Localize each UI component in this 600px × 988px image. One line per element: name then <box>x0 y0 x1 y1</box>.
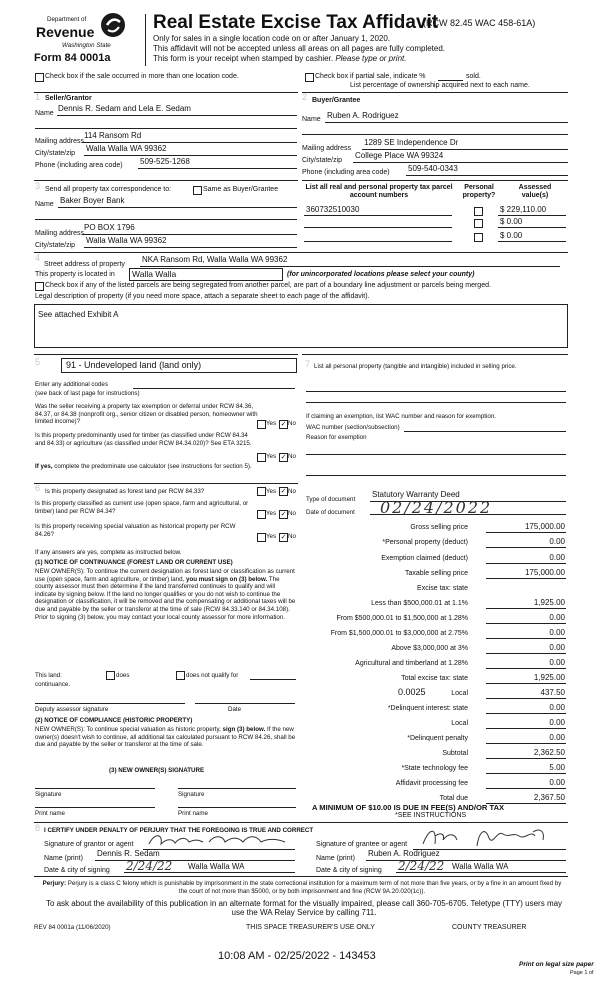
notice2-c: If the new owner(s) doesn't wish to continue, all additional tax calculated pursuant to RCW 84.26, shall be due and payable by the seller or transferor at the time of sale. <box>35 726 296 749</box>
tax-label: Local <box>451 690 468 697</box>
tax-label: Affidavit processing fee <box>395 780 468 787</box>
s6q2-no-checkbox[interactable]: ✓ <box>280 511 287 518</box>
legal-description-field[interactable] <box>34 304 568 348</box>
grantee-date-line <box>396 872 566 873</box>
parcel-personal-checkbox[interactable] <box>474 207 483 216</box>
grantor-date-line <box>124 872 295 873</box>
tax-label: Above $3,000,000 at 3% <box>391 645 468 652</box>
dor-logo-icon <box>100 12 126 38</box>
parcels-rule <box>302 180 568 181</box>
grantor-sig-line <box>143 849 295 850</box>
tax-label: Gross selling price <box>410 524 468 531</box>
page-number: Page 1 of <box>570 970 594 976</box>
tax-value[interactable]: 0.00 <box>549 628 565 637</box>
section1-rule <box>34 92 298 93</box>
grantee-date-label: Date & city of signing <box>316 867 382 874</box>
recording-stamp: 10:08 AM - 02/25/2022 - 143453 <box>218 950 376 962</box>
buyer-mailing-label: Mailing address <box>302 145 352 152</box>
section6-rule <box>34 483 298 484</box>
codes-label: Enter any additional codes <box>35 381 108 388</box>
grantee-city[interactable]: Walla Walla WA <box>452 862 509 871</box>
tax-value[interactable]: 1,925.00 <box>533 673 565 682</box>
codes-sub: (see back of last page for instructions) <box>35 390 140 397</box>
tax-value[interactable]: 0.00 <box>549 778 565 787</box>
buyer-city-line <box>353 162 568 163</box>
minimum-notice: A MINIMUM OF $10.00 IS DUE IN FEE(S) AND/OR TAX <box>312 803 505 812</box>
land-use-select[interactable] <box>61 358 297 373</box>
s6q1-yes-label: Yes <box>266 488 277 495</box>
county-note: (for unincorporated locations please select your county) <box>287 271 475 278</box>
local-rate[interactable]: 0.0025 <box>398 687 426 697</box>
notice2-title: (2) NOTICE OF COMPLIANCE (HISTORIC PROPERTY) <box>35 717 193 724</box>
tax-value[interactable]: 437.50 <box>540 688 565 697</box>
tax-line <box>486 758 566 759</box>
parcels-header-personal: Personal property? <box>462 184 496 199</box>
exemption-label: If claiming an exemption, list WAC number and reason for exemption. <box>306 413 496 420</box>
buyer-mailing[interactable]: 1289 SE Independence Dr <box>364 138 459 147</box>
seller-city-label: City/state/zip <box>35 150 76 157</box>
parcel-account-line <box>304 227 452 228</box>
notice1-title: (1) NOTICE OF CONTINUANCE (FOREST LAND OR CURRENT USE) <box>35 559 233 566</box>
doc-date-line <box>370 514 566 515</box>
notice2-a: NEW OWNER(S): To continue special valuation as historic property, <box>35 726 221 733</box>
tax-value[interactable]: 2,367.50 <box>533 793 565 802</box>
tax-label: *Delinquent interest: state <box>387 705 468 712</box>
owner1-print-label: Print name <box>35 810 65 817</box>
doc-type[interactable]: Statutory Warranty Deed <box>372 490 460 499</box>
codes-field[interactable] <box>133 388 295 389</box>
land-use-value: 91 - Undeveloped land (land only) <box>66 360 202 370</box>
continuance-label: continuance. <box>35 681 71 688</box>
s6q1-yes-checkbox[interactable] <box>257 487 266 496</box>
this-land-label: This land: <box>35 672 62 679</box>
perjury-text: Perjury is a class C felony which is punishable by imprisonment in the state correctional institution for a maximum term of not more than five years, or by a fine in an amount fixed by the court of not more than $5000, or by both imprisonment and fine (RCW 9A.20.020(1c)). <box>67 880 562 895</box>
buyer-name-label: Name <box>302 116 321 123</box>
q1-yes-label: Yes <box>266 420 277 427</box>
q2-no-checkbox[interactable]: ✓ <box>280 454 287 461</box>
parcel-account-line <box>304 241 452 242</box>
deputy-date-label: Date <box>228 706 242 713</box>
correspondence-label: Send all property tax correspondence to: <box>45 186 172 193</box>
section3-rule <box>34 180 298 181</box>
reason-field[interactable] <box>306 454 566 455</box>
section6-q3: Is this property receiving special valuation as historical property per RCW 84.26? <box>35 523 236 538</box>
doc-date-label: Date of document <box>306 509 355 516</box>
grantee-sig-label: Signature of grantee or agent <box>316 841 408 848</box>
tax-line <box>486 608 566 609</box>
tax-value[interactable]: 1,925.00 <box>533 598 565 607</box>
q1-yes-checkbox[interactable] <box>257 420 266 429</box>
section4-rule <box>34 252 568 253</box>
street-address[interactable]: NKA Ransom Rd, Walla Walla WA 99362 <box>142 255 288 264</box>
header-line3: This form is your receipt when stamped by cashier. <box>153 54 334 63</box>
section7-number: 7 <box>305 359 311 369</box>
grantor-name-label: Name (print) <box>44 855 83 862</box>
deputy-date-field[interactable] <box>195 703 295 704</box>
tax-line <box>486 788 566 789</box>
does-label: does <box>116 672 130 679</box>
seller-city-line <box>84 155 297 156</box>
same-as-buyer-checkbox[interactable] <box>193 186 202 195</box>
answers-note: If any answers are yes, complete as instructed below. <box>35 549 182 556</box>
tax-value[interactable]: 5.00 <box>549 763 565 772</box>
q2-yes-checkbox[interactable] <box>257 453 266 462</box>
does-not-line <box>250 679 296 680</box>
wac-field[interactable] <box>404 431 566 432</box>
buyer-city-label: City/state/zip <box>302 157 343 164</box>
buyer-heading: Buyer/Grantee <box>312 97 361 104</box>
grantor-signature[interactable] <box>145 830 295 850</box>
tax-value[interactable]: 0.00 <box>549 733 565 742</box>
tax-value[interactable]: 0.00 <box>549 553 565 562</box>
multi-location-checkbox[interactable] <box>35 73 44 82</box>
tax-label: *Delinquent penalty <box>407 735 468 742</box>
correspondence-name[interactable]: Baker Boyer Bank <box>60 196 125 205</box>
tax-label: From $500,000.01 to $1,500,000 at 1.28% <box>336 615 468 622</box>
notice1-a: NEW OWNER(S): To continue the current designation as forest land or classification as current use (open space, farm and agriculture, or timber) land, <box>35 568 295 583</box>
section3-number: 3 <box>35 181 41 191</box>
seller-name-line <box>57 115 297 116</box>
section5-q1: Was the seller receiving a property tax exemption or deferral under RCW 84.36, 84.37, or 84.38 (nonprofit org., senior citizen or disabled person, homeowner with limited income)? <box>35 403 258 426</box>
notice1-text <box>35 568 297 621</box>
perjury-bold: Perjury: <box>42 880 67 887</box>
seller-mailing-line <box>82 142 297 143</box>
correspondence-name-line2 <box>35 219 297 220</box>
owner1-signature-label: Signature <box>35 791 62 798</box>
owner2-print-label: Print name <box>178 810 208 817</box>
buyer-phone-line <box>406 175 568 176</box>
tax-label: *Personal property (deduct) <box>382 539 468 546</box>
correspondence-name-line <box>58 207 297 208</box>
s6q3-yes-label: Yes <box>266 533 277 540</box>
s6q2-yes-checkbox[interactable] <box>257 510 266 519</box>
buyer-mailing-line <box>362 149 568 150</box>
seller-name-line2 <box>35 128 297 129</box>
tax-value[interactable]: 175,000.00 <box>524 522 565 531</box>
tax-value[interactable]: 0.00 <box>549 718 565 727</box>
correspondence-mailing[interactable]: PO BOX 1796 <box>84 223 135 232</box>
wac-label: WAC number (section/subsection) <box>306 424 400 431</box>
seller-phone-label: Phone (including area code) <box>35 162 123 169</box>
tax-label: Less than $500,000.01 at 1.1% <box>371 600 468 607</box>
seller-city[interactable]: Walla Walla WA 99362 <box>86 144 167 153</box>
q1-no-label: No <box>288 420 296 427</box>
grantee-name-label: Name (print) <box>316 855 355 862</box>
tax-label: Agricultural and timberland at 1.28% <box>355 660 468 667</box>
same-as-buyer-label: Same as Buyer/Grantee <box>203 186 279 193</box>
tax-value[interactable]: 0.00 <box>549 703 565 712</box>
grantor-name-line <box>95 860 295 861</box>
doc-date[interactable]: 02/24/2022 <box>380 498 493 517</box>
parcel-value[interactable]: $ 0.00 <box>500 217 523 226</box>
tax-label: Total due <box>439 795 468 802</box>
seller-mailing[interactable]: 114 Ransom Rd <box>84 131 142 140</box>
doc-type-label: Type of document <box>306 496 356 503</box>
notice2-b: sign (3) below. <box>222 726 266 733</box>
dept-line3: Washington State <box>62 42 111 49</box>
parcel-value-line <box>498 227 566 228</box>
rev-number: REV 84 0001a (11/06/2020) <box>34 924 111 931</box>
county-treasurer: COUNTY TREASURER <box>452 924 527 931</box>
seller-heading: Seller/Grantor <box>45 95 92 102</box>
page-title: Real Estate Excise Tax Affidavit <box>153 12 439 33</box>
tax-value[interactable]: 0.00 <box>549 537 565 546</box>
certify-text: I CERTIFY UNDER PENALTY OF PERJURY THAT THE FOREGOING IS TRUE AND CORRECT <box>44 827 314 834</box>
s6q1-no-checkbox[interactable]: ✓ <box>280 488 287 495</box>
tax-line <box>486 698 566 699</box>
parcels-header-value: Assessed value(s) <box>518 184 552 199</box>
parcels-header-account: List all real and personal property tax parcel account numbers <box>305 184 453 199</box>
reason-label: Reason for exemption <box>306 434 367 441</box>
county-value: Walla Walla <box>132 269 177 279</box>
buyer-name-line <box>325 122 568 123</box>
section5-q2: Is this property predominantly used for timber (as classified under RCW 84.34 and 84.33) or agriculture (as classified under RCW 84.34.020)? See ETA 3215. <box>35 432 252 447</box>
parcel-account-line <box>304 215 452 216</box>
parcel-value-line <box>498 215 566 216</box>
street-label: Street address of property <box>44 261 125 268</box>
tax-value[interactable]: 175,000.00 <box>524 568 565 577</box>
s6q1-no-label: No <box>288 488 296 495</box>
reason-line2 <box>306 475 566 476</box>
section5-rule <box>34 354 298 355</box>
partial-sub-label: List percentage of ownership acquired next to each name. <box>350 82 530 89</box>
multi-location-label: Check box if the sale occurred in more than one location code. <box>45 73 239 80</box>
legal-label: Legal description of property (if you need more space, attach a separate sheet to each page of the affidavit). <box>35 293 370 300</box>
s6q3-yes-checkbox[interactable] <box>257 533 266 542</box>
grantee-signature[interactable] <box>415 822 565 850</box>
partial-sold-label: sold. <box>466 73 481 80</box>
partial-sale-checkbox[interactable] <box>305 73 314 82</box>
tax-label: Taxable selling price <box>404 570 468 577</box>
tax-value[interactable]: 0.00 <box>549 643 565 652</box>
tax-label: Subtotal <box>442 750 468 757</box>
header-line1: Only for sales in a single location code on or after January 1, 2020. <box>153 34 391 43</box>
tax-line <box>486 532 566 533</box>
owner2-print-field[interactable] <box>178 807 296 808</box>
tax-line <box>486 653 566 654</box>
owner1-signature-field[interactable] <box>35 788 155 789</box>
tax-line <box>486 578 566 579</box>
section8-number: 8 <box>35 823 41 833</box>
tax-value[interactable]: 0.00 <box>549 658 565 667</box>
personal-property-line2 <box>306 402 566 403</box>
q2-if-yes: If yes, <box>35 463 53 470</box>
tax-value[interactable]: 0.00 <box>549 613 565 622</box>
buyer-city[interactable]: College Place WA 99324 <box>355 151 444 160</box>
q2-yes-label: Yes <box>266 453 277 460</box>
deputy-signature-label: Deputy assessor signature <box>35 706 109 713</box>
section2-number: 2 <box>302 92 308 102</box>
s6q2-yes-label: Yes <box>266 510 277 517</box>
section7-rule <box>302 354 568 355</box>
alternate-format: To ask about the availability of this publication in an alternate format for the visually impaired, please call 360-705-6705. Teletype (TTY) users may use the WA Relay Service by calling 711. <box>45 899 563 917</box>
s6q2-no-label: No <box>288 510 296 517</box>
tax-label: Exemption claimed (deduct) <box>381 555 468 562</box>
does-not-label: does not qualify for <box>186 672 239 679</box>
grantee-date[interactable]: 2/24/22 <box>398 859 445 873</box>
parcel-personal-checkbox[interactable] <box>474 219 483 228</box>
buyer-name[interactable]: Ruben A. Rodriguez <box>327 111 399 120</box>
parcel-value[interactable]: $ 229,110.00 <box>500 205 547 214</box>
q1-no-checkbox[interactable]: ✓ <box>280 421 287 428</box>
seller-mailing-label: Mailing address <box>35 138 85 145</box>
tax-line <box>486 713 566 714</box>
parcel-account[interactable]: 360732510030 <box>306 205 360 214</box>
tax-label: *State technology fee <box>401 765 468 772</box>
section7-text: List all personal property (tangible and intangible) included in selling price. <box>314 363 517 370</box>
street-line <box>140 266 560 267</box>
does-checkbox[interactable] <box>106 671 115 680</box>
seller-phone-line <box>138 168 297 169</box>
seller-name-label: Name <box>35 110 54 117</box>
seller-phone[interactable]: 509-525-1268 <box>140 157 190 166</box>
personal-property-field[interactable] <box>306 391 566 392</box>
dept-line1: Department of <box>47 16 87 23</box>
notice2-text <box>35 726 297 749</box>
tax-line <box>486 683 566 684</box>
buyer-phone-label: Phone (including area code) <box>302 169 390 176</box>
s6q3-no-checkbox[interactable]: ✓ <box>280 534 287 541</box>
segregated-checkbox[interactable] <box>35 282 44 291</box>
does-not-checkbox[interactable] <box>176 671 185 680</box>
correspondence-city[interactable]: Walla Walla WA 99362 <box>86 236 167 245</box>
correspondence-mailing-line <box>82 234 297 235</box>
buyer-phone[interactable]: 509-540-0343 <box>408 164 458 173</box>
q2-tail: complete the predominate use calculator (see instructions for section 5). <box>54 463 252 470</box>
rcw-reference: (RCW 82.45 WAC 458-61A) <box>423 18 536 28</box>
county-select[interactable] <box>129 268 283 281</box>
owner1-print-field[interactable] <box>35 807 155 808</box>
grantor-name[interactable]: Dennis R. Sedam <box>97 849 160 858</box>
tax-line <box>486 743 566 744</box>
partial-percent-field[interactable] <box>438 80 463 81</box>
tax-line <box>486 547 566 548</box>
section4-number: 4 <box>35 253 41 263</box>
tax-line <box>486 773 566 774</box>
section6-q2: Is this property classified as current use (open space, farm and agricultural, or timber) land per RCW 84.34? <box>35 500 249 515</box>
section6-number: 6 <box>35 483 41 493</box>
correspondence-name-label: Name <box>35 201 54 208</box>
tax-line <box>486 728 566 729</box>
owner2-signature-label: Signature <box>178 791 205 798</box>
footer-rule <box>34 876 568 877</box>
parcel-value-line <box>498 241 566 242</box>
tax-line <box>486 668 566 669</box>
form-number: Form 84 0001a <box>34 52 111 64</box>
dept-line2: Revenue <box>36 24 95 40</box>
new-owner-sig-heading: (3) NEW OWNER(S) SIGNATURE <box>109 767 205 774</box>
segregated-label: Check box if any of the listed parcels are being segregated from another parcel, are part of a boundary line adjustment or parcels being merged. <box>45 282 491 289</box>
legal-description: See attached Exhibit A <box>38 310 119 319</box>
print-legal-note: Print on legal size paper <box>519 961 594 968</box>
grantor-date-label: Date & city of signing <box>44 867 110 874</box>
tax-label: Total excise tax: state <box>401 675 468 682</box>
correspondence-mailing-label: Mailing address <box>35 230 85 237</box>
s6q3-no-label: No <box>288 533 296 540</box>
tax-label: Excise tax: state <box>417 585 468 592</box>
q2-no-label: No <box>288 453 296 460</box>
grantor-date[interactable]: 2/24/22 <box>126 859 173 873</box>
buyer-name-line2 <box>302 134 568 135</box>
section6-q1: Is this property designated as forest land per RCW 84.33? <box>45 488 205 495</box>
grantor-sig-label: Signature of grantor or agent <box>44 841 134 848</box>
tax-value[interactable]: 2,362.50 <box>533 748 565 757</box>
tax-line <box>486 638 566 639</box>
located-label: This property is located in <box>35 271 115 278</box>
header-line3-italic: Please type or print. <box>335 54 407 63</box>
notice1-c: The county assessor must then determine if the land transferred continues to qualify and will indicate by signing below. If the land no longer qualifies or you do not wish to continue the designation or classification, it will be removed and the compensating or additional taxes will be due and payable by the seller or transferor at the time of sale (RCW 84.33.140 or 84.34.108). Prior to signing (3) below, you may contact your local county assessor for more information. <box>35 575 296 621</box>
parcel-value[interactable]: $ 0.00 <box>500 231 523 240</box>
section2-rule <box>302 92 568 93</box>
seller-name[interactable]: Dennis R. Sedam and Lela E. Sedam <box>58 104 191 113</box>
correspondence-city-label: City/state/zip <box>35 242 76 249</box>
notice1-b: you must sign on (3) below. <box>186 575 268 583</box>
tax-label: Local <box>451 720 468 727</box>
treasurer-space: THIS SPACE TREASURER'S USE ONLY <box>246 924 375 931</box>
partial-sale-label: Check box if partial sale, indicate % <box>315 73 426 80</box>
correspondence-city-line <box>84 247 297 248</box>
owner2-signature-field[interactable] <box>178 788 296 789</box>
see-instructions: *SEE INSTRUCTIONS <box>395 812 467 819</box>
tax-label: From $1,500,000.01 to $3,000,000 at 2.75% <box>330 630 468 637</box>
deputy-signature-field[interactable] <box>35 703 185 704</box>
grantor-city[interactable]: Walla Walla WA <box>188 862 245 871</box>
header-divider <box>145 14 146 66</box>
grantee-name[interactable]: Ruben A. Rodriguez <box>368 849 440 858</box>
header-line2: This affidavit will not be accepted unless all areas on all pages are fully completed. <box>153 44 446 53</box>
grantee-name-line <box>366 860 566 861</box>
section5-number: 5 <box>35 357 41 367</box>
section1-number: 1 <box>35 92 41 102</box>
tax-line <box>486 563 566 564</box>
parcel-personal-checkbox[interactable] <box>474 233 483 242</box>
tax-line <box>486 623 566 624</box>
